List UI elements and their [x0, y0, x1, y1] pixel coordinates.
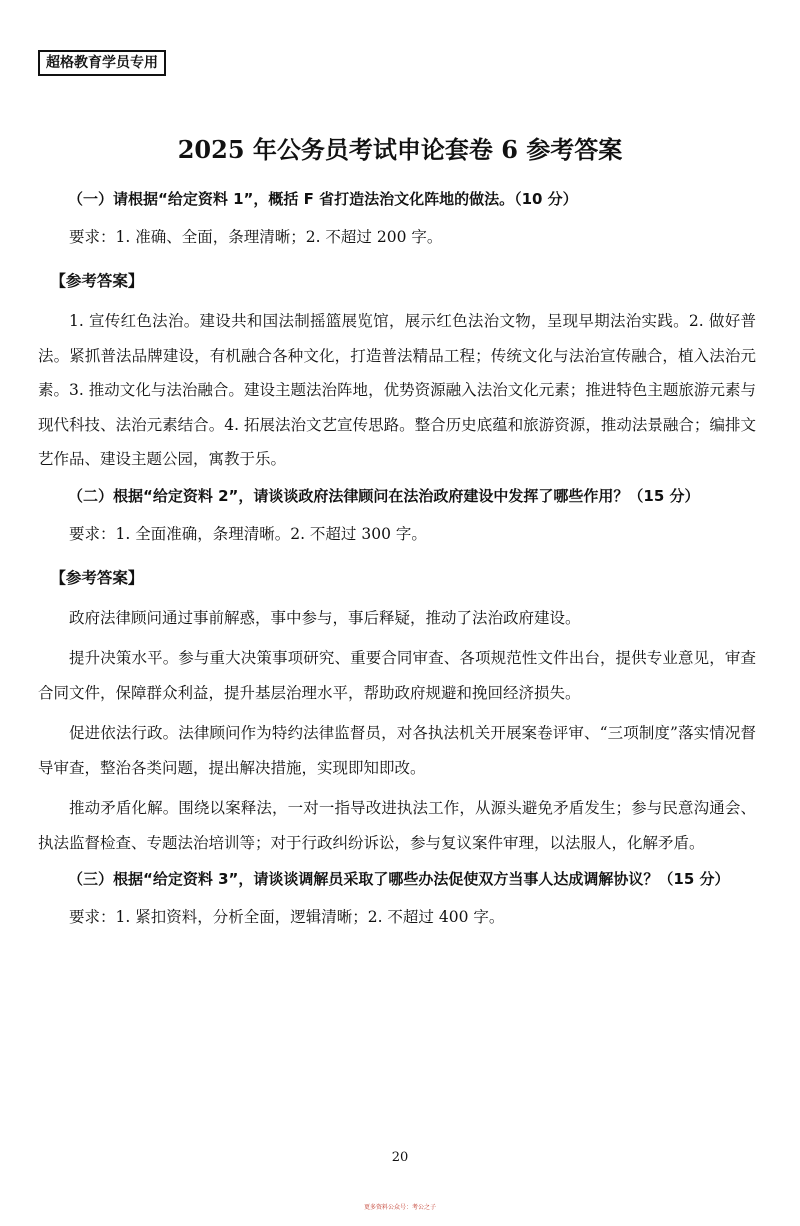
question-3: （三）根据“给定资料 3”，请谈谈调解员采取了哪些办法促使双方当事人达成调解协议？（15 分）	[68, 870, 730, 888]
answer-paragraph: 推动矛盾化解。围绕以案释法，一对一指导改进执法工作，从源头避免矛盾发生；参与民意沟通会、执法监督检查、专题法治培训等；对于行政纠纷诉讼，参与复议案件审理，以法服人，化解矛盾。	[38, 799, 756, 852]
answer-paragraph: 促进依法行政。法律顾问作为特约法律监督员，对各执法机关开展案卷评审、“三项制度”落实情况督导审查，整治各类问题，提出解决措施，实现即知即改。	[38, 724, 756, 777]
answer-paragraph: 1. 宣传红色法治。建设共和国法制摇篮展览馆，展示红色法治文物，呈现早期法治实践。2. 做好普法。紧抓普法品牌建设，有机融合各种文化，打造普法精品工程；传统文化与法治宣传融合，植入法治元素。3. 推动文化与法治融合。建设主题法治阵地，优势资源融入法治文化元素；推进特色主题旅游元素与现代科技、法治元素结合。4. 拓展法治文艺宣传思路。整合历史底蕴和旅游资源，推动法景融合；编排文艺作品、建设主题公园，寓教于乐。	[38, 312, 756, 468]
section-2	[38, 483, 756, 861]
page-title: 2025 年公务员考试申论套卷 6 参考答案	[177, 135, 623, 164]
question-2: （二）根据“给定资料 2”，请谈谈政府法律顾问在法治政府建设中发挥了哪些作用？（15 分）	[68, 486, 700, 505]
section-1	[38, 186, 756, 477]
question-1: （一）请根据“给定资料 1”，概括 F 省打造法治文化阵地的做法。（10 分）	[68, 190, 578, 208]
requirement-2: 要求：1. 全面准确，条理清晰。2. 不超过 300 字。	[69, 524, 427, 543]
answer-paragraph: 提升决策水平。参与重大决策事项研究、重要合同审查、各项规范性文件出台，提供专业意见，审查合同文件，保障群众利益，提升基层治理水平，帮助政府规避和挽回经济损失。	[38, 649, 756, 702]
requirement-1: 要求：1. 准确、全面，条理清晰；2. 不超过 200 字。	[69, 228, 443, 246]
document-body	[38, 186, 756, 948]
section-3	[38, 866, 756, 930]
answer-heading-1: 【参考答案】	[50, 272, 144, 290]
page-number: 20	[391, 1150, 409, 1165]
footer-note: 更多资料公众号：考公之子	[363, 1204, 436, 1211]
answer-heading-2: 【参考答案】	[50, 568, 144, 587]
requirement-3: 要求：1. 紧扣资料，分析全面，逻辑清晰；2. 不超过 400 字。	[69, 908, 505, 926]
answer-paragraph: 政府法律顾问通过事前解惑，事中参与，事后释疑，推动了法治政府建设。	[69, 608, 581, 627]
stamp-label: 超格教育学员专用	[38, 50, 166, 76]
